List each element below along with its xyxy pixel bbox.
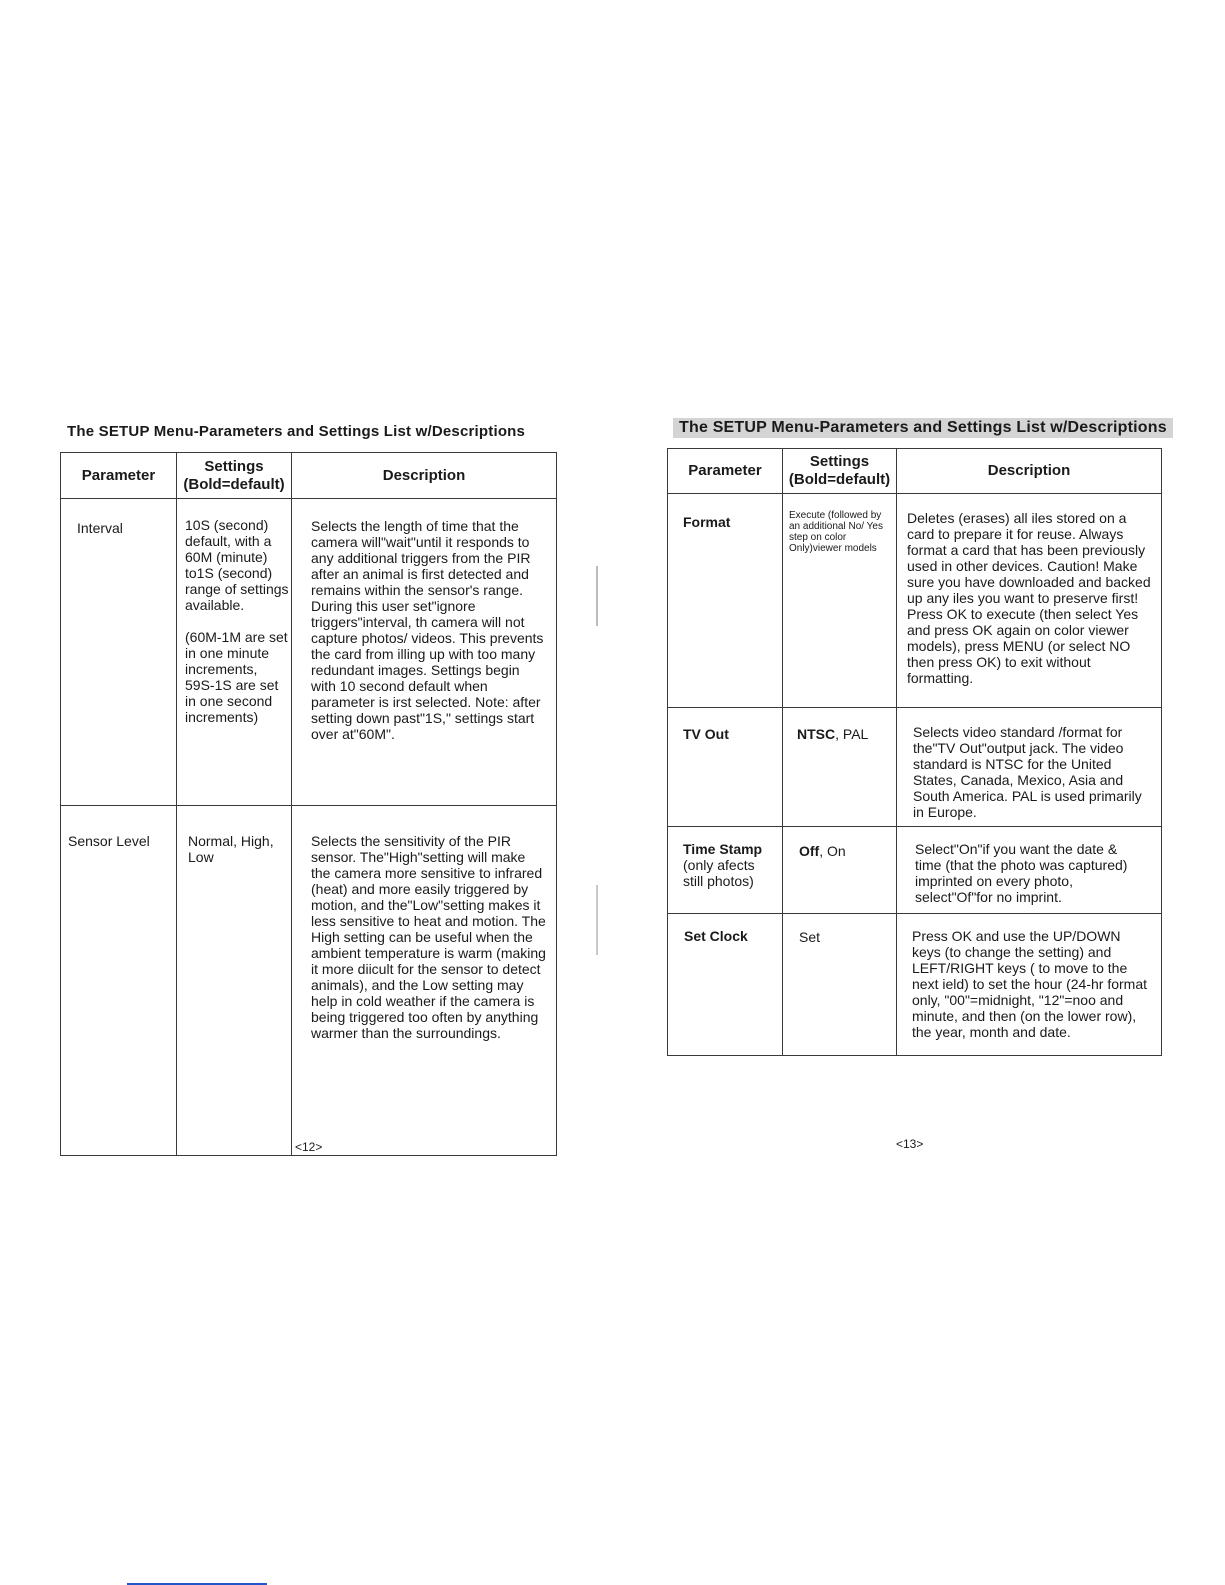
settings-cell bbox=[177, 499, 292, 806]
parameter-time-stamp-note: (only afects still photos) bbox=[683, 857, 755, 889]
settings-cell bbox=[783, 827, 897, 914]
description-format: Deletes (erases) all iles stored on a card to prepare it for reuse. Always format a card that has been previously used in other devices. Caution! Make sure you have downloaded and backed up any iles you want to preserve first! Press OK to execute (then select Yes and press OK again on color viewer models), press MENU (or select NO then press OK) to exit without formatting. bbox=[907, 510, 1151, 686]
scan-artifact bbox=[596, 566, 598, 626]
scan-artifact bbox=[596, 885, 598, 955]
parameter-time-stamp: Time Stamp bbox=[683, 841, 763, 857]
settings-cell bbox=[783, 914, 897, 1056]
description-cell bbox=[897, 708, 1162, 827]
parameter-interval: Interval bbox=[77, 520, 123, 536]
parameter-cell bbox=[668, 914, 783, 1056]
description-tv-out: Selects video standard /format for the"TV Out"output jack. The video standard is NTSC for the United States, Canada, Mexico, Asia and South America. PAL is used primarily in Europe. bbox=[913, 724, 1142, 820]
parameter-cell bbox=[668, 827, 783, 914]
settings-cell bbox=[783, 494, 897, 708]
table-row bbox=[61, 806, 557, 1156]
description-time-stamp: Select"On"if you want the date & time (that the photo was captured) imprinted on every photo, select"Of"for no imprint. bbox=[915, 841, 1128, 905]
settings-interval-increments: (60M-1M are set in one minute increments, 59S-1S are set in one second increments) bbox=[185, 629, 288, 725]
description-cell bbox=[897, 914, 1162, 1056]
table-header-row bbox=[61, 453, 557, 499]
settings-sensor-level: Normal, High, Low bbox=[188, 833, 274, 865]
header-settings bbox=[783, 449, 897, 494]
header-settings-line1: Settings bbox=[809, 453, 870, 470]
description-cell bbox=[292, 806, 557, 1156]
table-row bbox=[61, 499, 557, 806]
settings-cell bbox=[177, 806, 292, 1156]
table-row bbox=[668, 494, 1162, 708]
page-title-left: The SETUP Menu-Parameters and Settings List w/Descriptions bbox=[67, 423, 526, 440]
setup-table-right bbox=[667, 448, 1162, 1056]
parameter-cell bbox=[668, 494, 783, 708]
settings-tv-out-default: NTSC bbox=[797, 726, 836, 742]
settings-time-stamp-other: , On bbox=[819, 843, 846, 859]
header-parameter: Parameter bbox=[61, 453, 177, 499]
parameter-set-clock: Set Clock bbox=[684, 928, 748, 944]
settings-interval-range: 10S (second) default, with a 60M (minute) to1S (second) range of settings available. bbox=[185, 517, 289, 613]
setup-table-left bbox=[60, 452, 557, 1156]
page-number-right: <13> bbox=[896, 1137, 924, 1151]
settings-format: Execute (followed by an additional No/ Yes step on color Only)viewer models bbox=[789, 510, 883, 554]
table-row bbox=[668, 827, 1162, 914]
description-set-clock: Press OK and use the UP/DOWN keys (to change the setting) and LEFT/RIGHT keys ( to move to the next ield) to set the hour (24-hr format only, "00"=midnight, "12"=noo and minute, and then (on the lower row), the year, month and date. bbox=[912, 928, 1147, 1040]
settings-set-clock: Set bbox=[799, 929, 821, 945]
header-description: Description bbox=[897, 449, 1162, 494]
parameter-cell bbox=[61, 499, 177, 806]
header-settings-line2: (Bold=default) bbox=[788, 471, 891, 488]
parameter-cell bbox=[61, 806, 177, 1156]
description-cell bbox=[292, 499, 557, 806]
header-settings bbox=[177, 453, 292, 499]
parameter-sensor-level: Sensor Level bbox=[68, 833, 150, 849]
parameter-tv-out: TV Out bbox=[683, 726, 729, 742]
table-row bbox=[668, 708, 1162, 827]
table-row bbox=[668, 914, 1162, 1056]
header-settings-line2: (Bold=default) bbox=[183, 475, 285, 493]
parameter-format: Format bbox=[683, 514, 731, 530]
parameter-cell bbox=[668, 708, 783, 827]
page-number-left: <12> bbox=[295, 1140, 323, 1154]
settings-tv-out-other: , PAL bbox=[835, 726, 869, 742]
description-cell bbox=[897, 494, 1162, 708]
header-description: Description bbox=[292, 453, 557, 499]
header-settings-line1: Settings bbox=[204, 457, 264, 475]
header-parameter: Parameter bbox=[668, 449, 783, 494]
settings-cell bbox=[783, 708, 897, 827]
page-title-right: The SETUP Menu-Parameters and Settings List w/Descriptions bbox=[673, 418, 1173, 438]
description-sensor-level: Selects the sensitivity of the PIR sensor. The"High"setting will make the camera more sensitive to infrared (heat) and more easily triggered by motion, and the"Low"setting makes it less sensitive to heat and motion. The High setting can be useful when the ambient temperature is warm (making it more diicult for the sensor to detect animals), and the Low setting may help in cold weather if the camera is being triggered too often by anything warmer than the surroundings. bbox=[311, 833, 546, 1041]
description-cell bbox=[897, 827, 1162, 914]
description-interval: Selects the length of time that the camera will"wait"until it responds to any additional triggers from the PIR after an animal is first detected and remains within the sensor's range. During this user set"ignore triggers"interval, th camera will not capture photos/ videos. This prevents the card from illing up with too many redundant images. Settings begin with 10 second default when parameter is irst selected. Note: after setting down past"1S," settings start over at"60M". bbox=[311, 518, 544, 742]
settings-time-stamp-default: Off bbox=[799, 843, 820, 859]
table-header-row bbox=[668, 449, 1162, 494]
